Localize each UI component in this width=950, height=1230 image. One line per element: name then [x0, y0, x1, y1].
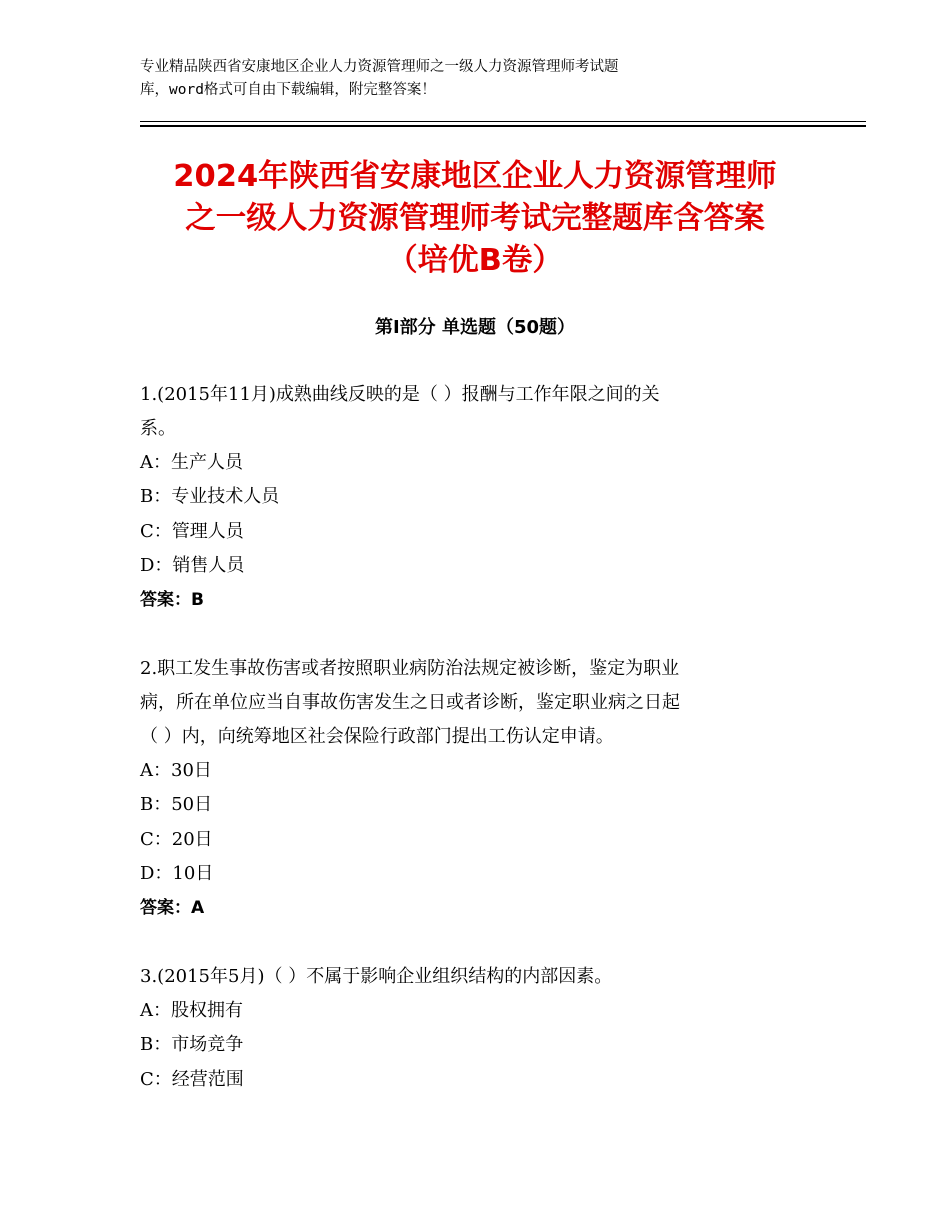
option-b: B：市场竞争: [140, 1034, 244, 1056]
header-divider-thick: [140, 125, 866, 127]
question-3: [140, 960, 820, 1097]
document-title-line: 之一级人力资源管理师考试完整题库含答案: [185, 201, 765, 236]
question-stem-line: 1.(2015年11月)成熟曲线反映的是（ ）报酬与工作年限之间的关: [140, 384, 660, 405]
option-d: D：10日: [140, 862, 214, 884]
option-c: C：20日: [140, 828, 213, 850]
question-stem-line: 3.(2015年5月)（ ）不属于影响企业组织结构的内部因素。: [140, 966, 613, 987]
option-b: B：50日: [140, 794, 213, 816]
document-title-line: （培优B卷）: [387, 243, 563, 278]
question-stem-line: （ ）内，向统筹地区社会保险行政部门提出工伤认定申请。: [140, 726, 614, 747]
answer: 答案：B: [140, 590, 204, 611]
answer: 答案：A: [140, 898, 205, 919]
option-a: A：30日: [140, 760, 212, 781]
question-stem-line: 2.职工发生事故伤害或者按照职业病防治法规定被诊断，鉴定为职业: [140, 658, 680, 679]
option-d: D：销售人员: [140, 554, 245, 576]
question-2: [140, 652, 820, 925]
question-1: [140, 378, 820, 617]
section-title: 第Ⅰ部分 单选题（50题）: [374, 317, 575, 338]
header-divider-thin: [140, 121, 866, 122]
question-stem-line: 病，所在单位应当自事故伤害发生之日或者诊断，鉴定职业病之日起: [140, 692, 680, 713]
document-title-line: 2024年陕西省安康地区企业人力资源管理师: [173, 159, 777, 194]
question-stem: [140, 378, 820, 446]
header-note-line: 库，word格式可自由下载编辑，附完整答案！: [140, 82, 436, 98]
document-title: [100, 156, 850, 282]
option-c: C：经营范围: [140, 1068, 244, 1090]
question-stem: [140, 960, 820, 994]
option-c: C：管理人员: [140, 520, 244, 542]
option-a: A：股权拥有: [140, 1000, 243, 1021]
question-stem-line: 系。: [140, 418, 176, 439]
question-stem: [140, 652, 820, 754]
header-note-line: 专业精品陕西省安康地区企业人力资源管理师之一级人力资源管理师考试题: [140, 59, 619, 75]
header-note: [140, 56, 780, 102]
option-b: B：专业技术人员: [140, 486, 280, 508]
option-a: A：生产人员: [140, 452, 243, 473]
